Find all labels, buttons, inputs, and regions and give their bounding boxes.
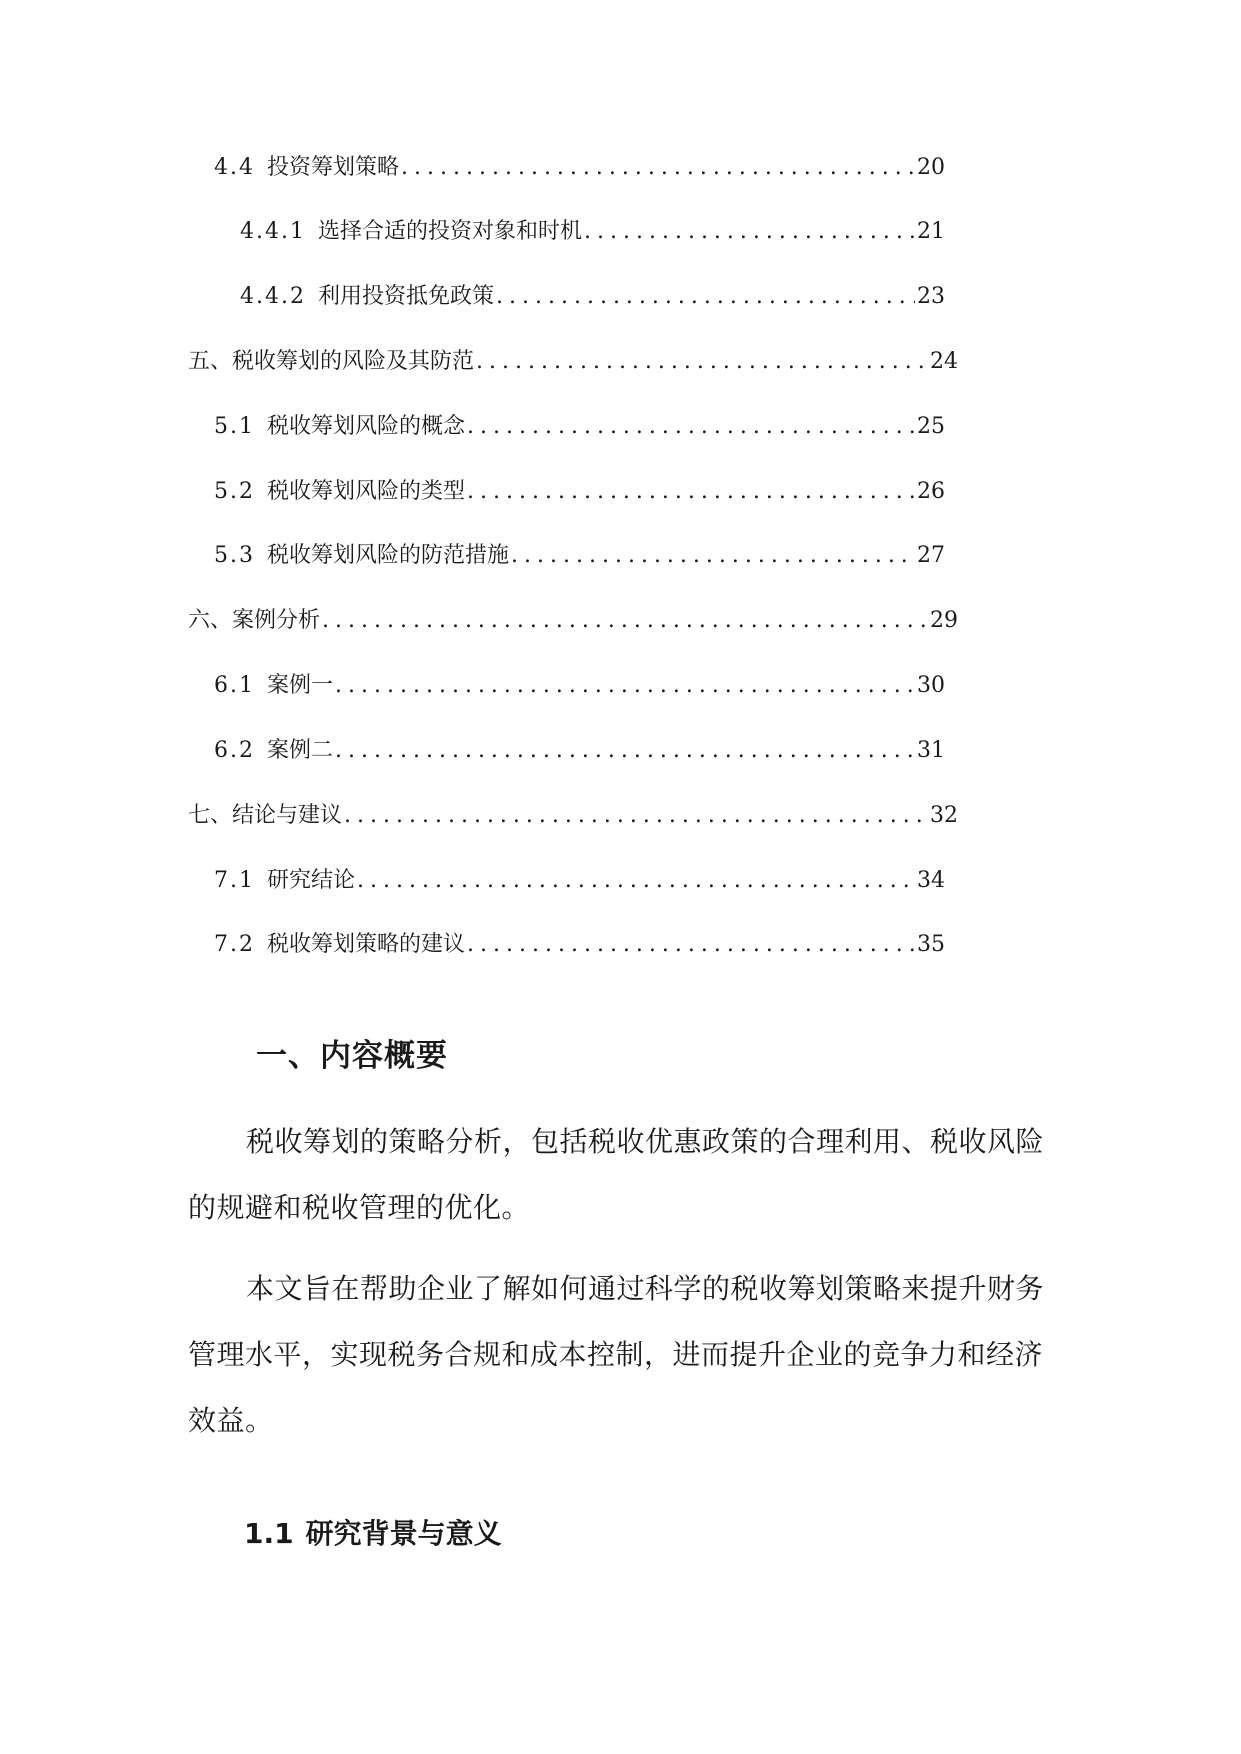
- toc-dot-leader: [322, 606, 928, 636]
- toc-entry-page: 23: [917, 284, 945, 309]
- toc-entry-page: 21: [917, 219, 945, 244]
- toc-entry-page: 35: [917, 932, 945, 957]
- toc-entry-page: 29: [930, 608, 958, 633]
- toc-entry-page: 25: [917, 414, 945, 439]
- toc-entry-page: 26: [917, 479, 945, 504]
- subsection-number: 1.1: [244, 1517, 294, 1550]
- toc-entry-title: 投资筹划策略: [267, 155, 400, 180]
- toc-entry-number: 7.2: [214, 932, 255, 957]
- toc-dot-leader: [476, 347, 928, 377]
- toc-entry-number: 5.2: [214, 479, 255, 504]
- toc-entry-page: 24: [930, 349, 958, 374]
- toc-entry-title: 五、税收筹划的风险及其防范: [188, 349, 475, 374]
- toc-entry-page: 27: [917, 543, 945, 568]
- toc-entry[interactable]: [188, 801, 958, 831]
- toc-entry[interactable]: [188, 606, 958, 636]
- toc-entry-title: 案例二: [267, 738, 334, 763]
- toc-entry-number: 4.4: [214, 155, 255, 180]
- toc-entry-number: 5.1: [214, 414, 255, 439]
- toc-entry-title: 税收筹划风险的概念: [267, 414, 466, 439]
- subsection-heading: [244, 1512, 502, 1552]
- toc-entry-page: 20: [917, 155, 945, 180]
- toc-entry[interactable]: [240, 282, 945, 312]
- toc-entry-number: 4.4.2: [240, 284, 306, 309]
- toc-entry-title: 七、结论与建议: [188, 803, 343, 828]
- toc-entry-number: 6.2: [214, 738, 255, 763]
- subsection-title: 研究背景与意义: [305, 1517, 502, 1550]
- toc-entry-page: 34: [917, 868, 945, 893]
- toc-dot-leader: [467, 477, 915, 507]
- section-heading: 一、内容概要: [256, 1038, 448, 1074]
- toc-dot-leader: [496, 282, 915, 312]
- toc-dot-leader: [467, 412, 915, 442]
- toc-entry-number: 4.4.1: [240, 219, 306, 244]
- toc-dot-leader: [335, 736, 915, 766]
- toc-dot-leader: [401, 153, 915, 183]
- toc-entry-title: 利用投资抵免政策: [317, 284, 494, 309]
- toc-entry-title: 税收筹划风险的防范措施: [267, 543, 510, 568]
- toc-dot-leader: [511, 541, 915, 571]
- toc-entry-title: 研究结论: [267, 868, 356, 893]
- toc-entry-title: 选择合适的投资对象和时机: [317, 219, 582, 244]
- toc-entry-title: 税收筹划风险的类型: [267, 479, 466, 504]
- toc-entry-number: 6.1: [214, 673, 255, 698]
- toc-dot-leader: [344, 801, 928, 831]
- toc-entry[interactable]: [214, 477, 945, 507]
- toc-entry[interactable]: [214, 541, 945, 571]
- toc-dot-leader: [335, 671, 915, 701]
- toc-entry[interactable]: [240, 217, 945, 247]
- toc-entry[interactable]: [214, 153, 945, 183]
- toc-entry-page: 30: [917, 673, 945, 698]
- toc-entry-page: 32: [930, 803, 958, 828]
- toc-entry[interactable]: [188, 347, 958, 377]
- toc-dot-leader: [467, 930, 915, 960]
- toc-entry[interactable]: [214, 412, 945, 442]
- toc-dot-leader: [357, 866, 915, 896]
- toc-entry-title: 税收筹划策略的建议: [267, 932, 466, 957]
- toc-entry[interactable]: [214, 671, 945, 701]
- toc-entry[interactable]: [214, 930, 945, 960]
- toc-entry-number: 5.3: [214, 543, 255, 568]
- body-paragraph: 税收筹划的策略分析，包括税收优惠政策的合理利用、税收风险的规避和税收管理的优化。: [188, 1125, 1045, 1224]
- toc-entry[interactable]: [214, 866, 945, 896]
- body-paragraph: 本文旨在帮助企业了解如何通过科学的税收筹划策略来提升财务管理水平，实现税务合规和成本控制，进而提升企业的竞争力和经济效益。: [188, 1272, 1045, 1437]
- toc-entry-title: 案例一: [267, 673, 334, 698]
- toc-entry-title: 六、案例分析: [188, 608, 321, 633]
- toc-dot-leader: [584, 217, 915, 247]
- toc-entry-page: 31: [917, 738, 945, 763]
- toc-entry[interactable]: [214, 736, 945, 766]
- toc-entry-number: 7.1: [214, 868, 255, 893]
